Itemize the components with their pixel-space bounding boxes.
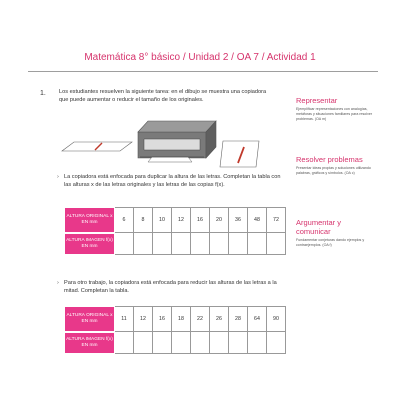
row-header-image: ALTURA IMAGEN f(x) EN mm (65, 332, 115, 354)
table-half (64, 306, 286, 354)
sidebar-text: Fundamentar conjeturas dando ejemplos y contraejemplos. (OA f) (296, 238, 365, 247)
table-cell: 18 (172, 307, 191, 332)
row-header-original: ALTURA ORIGINAL x EN mm (65, 307, 115, 332)
question-text: Los estudiantes resuelven la siguiente tarea: en el dibujo se muestra una copiadora que puede aumentar o reducir el tamaño de los originales. (59, 89, 267, 103)
answer-cell[interactable] (229, 233, 248, 255)
answer-cell[interactable] (267, 233, 286, 255)
table-cell: 72 (267, 208, 286, 233)
bullet-icon: › (57, 280, 59, 286)
copier-illustration (60, 115, 260, 170)
table-cell: 36 (229, 208, 248, 233)
header-divider (28, 71, 378, 72)
copier (138, 121, 216, 162)
table-cell: 64 (248, 307, 267, 332)
answer-cell[interactable] (153, 332, 172, 354)
answer-cell[interactable] (115, 332, 134, 354)
table-cell: 22 (191, 307, 210, 332)
table-cell: 16 (191, 208, 210, 233)
answer-cell[interactable] (172, 233, 191, 255)
answer-cell[interactable] (191, 332, 210, 354)
answer-cell[interactable] (248, 332, 267, 354)
sidebar-text: Presentar ideas propias y soluciones utilizando palabras, gráficos y símbolos. (OA c) (296, 166, 371, 175)
table-cell: 12 (134, 307, 153, 332)
sidebar-argumentar (296, 218, 374, 248)
original-paper (62, 142, 132, 151)
table-cell: 48 (248, 208, 267, 233)
page-title: Matemática 8° básico / Unidad 2 / OA 7 / Actividad 1 (84, 52, 316, 63)
copy-paper (220, 141, 259, 167)
row-header-image: ALTURA IMAGEN f(x) EN mm (65, 233, 115, 255)
answer-cell[interactable] (248, 233, 267, 255)
row-header-original: ALTURA ORIGINAL x EN mm (65, 208, 115, 233)
table-cell: 28 (229, 307, 248, 332)
table-cell: 12 (172, 208, 191, 233)
sidebar-title: Argumentar y comunicar (296, 218, 342, 236)
table-cell: 90 (267, 307, 286, 332)
answer-cell[interactable] (210, 233, 229, 255)
table-cell: 10 (153, 208, 172, 233)
table-cell: 16 (153, 307, 172, 332)
table-cell: 11 (115, 307, 134, 332)
answer-cell[interactable] (172, 332, 191, 354)
answer-cell[interactable] (267, 332, 286, 354)
table-cell: 6 (115, 208, 134, 233)
sidebar-title: Representar (296, 96, 338, 105)
sidebar-text: Ejemplificar representaciones con analogías, metáforas y situaciones familiares para resolver problemas. (OA m) (296, 107, 373, 121)
part1-text: La copiadora está enfocada para duplicar la altura de las letras. Completan la tabla con las alturas x de las letras originales y las letras de las copias f(x). (64, 174, 281, 188)
table-cell: 26 (210, 307, 229, 332)
answer-cell[interactable] (191, 233, 210, 255)
table-cell: 20 (210, 208, 229, 233)
part2-text: Para otro trabajo, la copiadora está enfocada para reducir las alturas de las letras a la mitad. Completan la tabla. (64, 280, 277, 294)
answer-cell[interactable] (134, 332, 153, 354)
table-cell: 8 (134, 208, 153, 233)
sidebar-title: Resolver problemas (296, 155, 363, 164)
answer-cell[interactable] (153, 233, 172, 255)
answer-cell[interactable] (115, 233, 134, 255)
sidebar-representar (296, 96, 374, 121)
table-duplicate (64, 207, 286, 255)
sidebar-resolver (296, 155, 374, 176)
answer-cell[interactable] (134, 233, 153, 255)
question-number: 1. (40, 90, 46, 97)
bullet-icon: › (57, 174, 59, 180)
answer-cell[interactable] (210, 332, 229, 354)
answer-cell[interactable] (229, 332, 248, 354)
